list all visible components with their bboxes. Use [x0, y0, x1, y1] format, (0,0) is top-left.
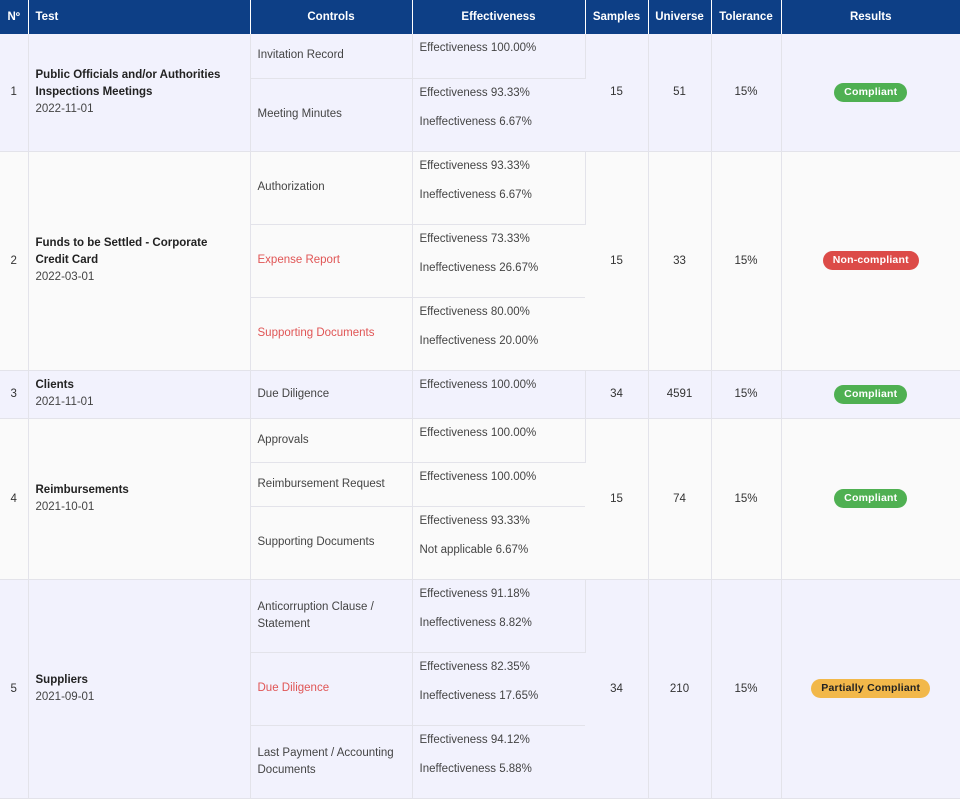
test-title: Public Officials and/or Authorities Inspections Meetings [35, 68, 221, 98]
test-date: 2022-11-01 [35, 102, 94, 115]
result-cell [781, 34, 960, 151]
control-name: Approvals [250, 418, 412, 462]
universe-value: 33 [648, 151, 711, 370]
ineffectiveness-value: Ineffectiveness 6.67% [419, 188, 532, 201]
control-name-flagged: Supporting Documents [250, 297, 412, 370]
test-date: 2021-10-01 [35, 500, 95, 513]
status-badge: Compliant [834, 385, 907, 404]
control-name: Supporting Documents [250, 506, 412, 579]
test-cell [28, 151, 250, 370]
table-row [0, 579, 960, 652]
ineffectiveness-value: Ineffectiveness 8.82% [419, 616, 532, 629]
effectiveness-value: Effectiveness 91.18% [419, 587, 530, 600]
effectiveness-cell [412, 725, 585, 798]
effectiveness-value: Effectiveness 94.12% [419, 733, 530, 746]
tolerance-value: 15% [711, 151, 781, 370]
effectiveness-cell [412, 579, 585, 652]
status-badge: Non-compliant [823, 251, 919, 270]
tolerance-value: 15% [711, 34, 781, 151]
control-name-flagged: Due Diligence [250, 652, 412, 725]
universe-value: 4591 [648, 370, 711, 418]
table-row [0, 34, 960, 78]
effectiveness-value: Effectiveness 73.33% [419, 232, 530, 245]
row-number: 3 [0, 370, 28, 418]
row-number: 1 [0, 34, 28, 151]
col-header-no: Nº [0, 0, 28, 34]
table-row [0, 151, 960, 224]
effectiveness-cell [412, 34, 585, 78]
tolerance-value: 15% [711, 370, 781, 418]
effectiveness-cell [412, 224, 585, 297]
control-name-flagged: Expense Report [250, 224, 412, 297]
samples-value: 34 [585, 579, 648, 798]
effectiveness-cell [412, 462, 585, 506]
result-cell [781, 370, 960, 418]
test-cell [28, 579, 250, 798]
universe-value: 51 [648, 34, 711, 151]
table-header-row [0, 0, 960, 34]
samples-value: 15 [585, 151, 648, 370]
effectiveness-cell [412, 506, 585, 579]
effectiveness-cell [412, 418, 585, 462]
test-title: Funds to be Settled - Corporate Credit Card [35, 237, 208, 266]
not-applicable-value: Not applicable 6.67% [419, 543, 529, 556]
test-cell [28, 370, 250, 418]
table-row [0, 370, 960, 418]
ineffectiveness-value: Ineffectiveness 26.67% [419, 261, 539, 274]
result-cell [781, 418, 960, 579]
row-number: 5 [0, 579, 28, 798]
status-badge: Compliant [834, 489, 907, 508]
universe-value: 74 [648, 418, 711, 579]
test-date: 2021-09-01 [35, 690, 95, 703]
effectiveness-value: Effectiveness 93.33% [419, 86, 530, 99]
samples-value: 34 [585, 370, 648, 418]
status-badge: Compliant [834, 83, 907, 102]
effectiveness-value: Effectiveness 80.00% [419, 305, 530, 318]
test-title: Clients [35, 379, 74, 391]
effectiveness-value: Effectiveness 93.33% [419, 159, 530, 172]
result-cell [781, 579, 960, 798]
control-name: Authorization [250, 151, 412, 224]
result-cell [781, 151, 960, 370]
samples-value: 15 [585, 418, 648, 579]
effectiveness-value: Effectiveness 100.00% [419, 378, 537, 391]
test-date: 2022-03-01 [35, 271, 95, 283]
test-title: Reimbursements [35, 483, 129, 496]
effectiveness-cell [412, 297, 585, 370]
col-header-tolerance: Tolerance [711, 0, 781, 34]
col-header-samples: Samples [585, 0, 648, 34]
ineffectiveness-value: Ineffectiveness 20.00% [419, 334, 539, 347]
ineffectiveness-value: Ineffectiveness 6.67% [419, 115, 532, 128]
col-header-effectiveness: Effectiveness [412, 0, 585, 34]
row-number: 4 [0, 418, 28, 579]
samples-value: 15 [585, 34, 648, 151]
col-header-test: Test [28, 0, 250, 34]
test-cell [28, 418, 250, 579]
col-header-universe: Universe [648, 0, 711, 34]
col-header-controls: Controls [250, 0, 412, 34]
status-badge: Partially Compliant [811, 679, 930, 698]
effectiveness-cell [412, 370, 585, 418]
effectiveness-value: Effectiveness 100.00% [419, 470, 537, 483]
tolerance-value: 15% [711, 579, 781, 798]
universe-value: 210 [648, 579, 711, 798]
control-name: Invitation Record [250, 34, 412, 78]
effectiveness-cell [412, 652, 585, 725]
effectiveness-value: Effectiveness 100.00% [419, 426, 537, 439]
control-name: Anticorruption Clause / Statement [250, 579, 412, 652]
table-row [0, 418, 960, 462]
test-date: 2021-11-01 [35, 396, 94, 408]
row-number: 2 [0, 151, 28, 370]
ineffectiveness-value: Ineffectiveness 5.88% [419, 762, 532, 775]
effectiveness-value: Effectiveness 82.35% [419, 660, 530, 673]
effectiveness-value: Effectiveness 93.33% [419, 514, 530, 527]
control-name: Reimbursement Request [250, 462, 412, 506]
control-name: Meeting Minutes [250, 78, 412, 151]
effectiveness-cell [412, 151, 585, 224]
col-header-results: Results [781, 0, 960, 34]
control-name: Last Payment / Accounting Documents [250, 725, 412, 798]
effectiveness-cell [412, 78, 585, 151]
test-title: Suppliers [35, 673, 88, 686]
test-cell [28, 34, 250, 151]
control-name: Due Diligence [250, 370, 412, 418]
effectiveness-value: Effectiveness 100.00% [419, 42, 537, 54]
tolerance-value: 15% [711, 418, 781, 579]
ineffectiveness-value: Ineffectiveness 17.65% [419, 689, 539, 702]
